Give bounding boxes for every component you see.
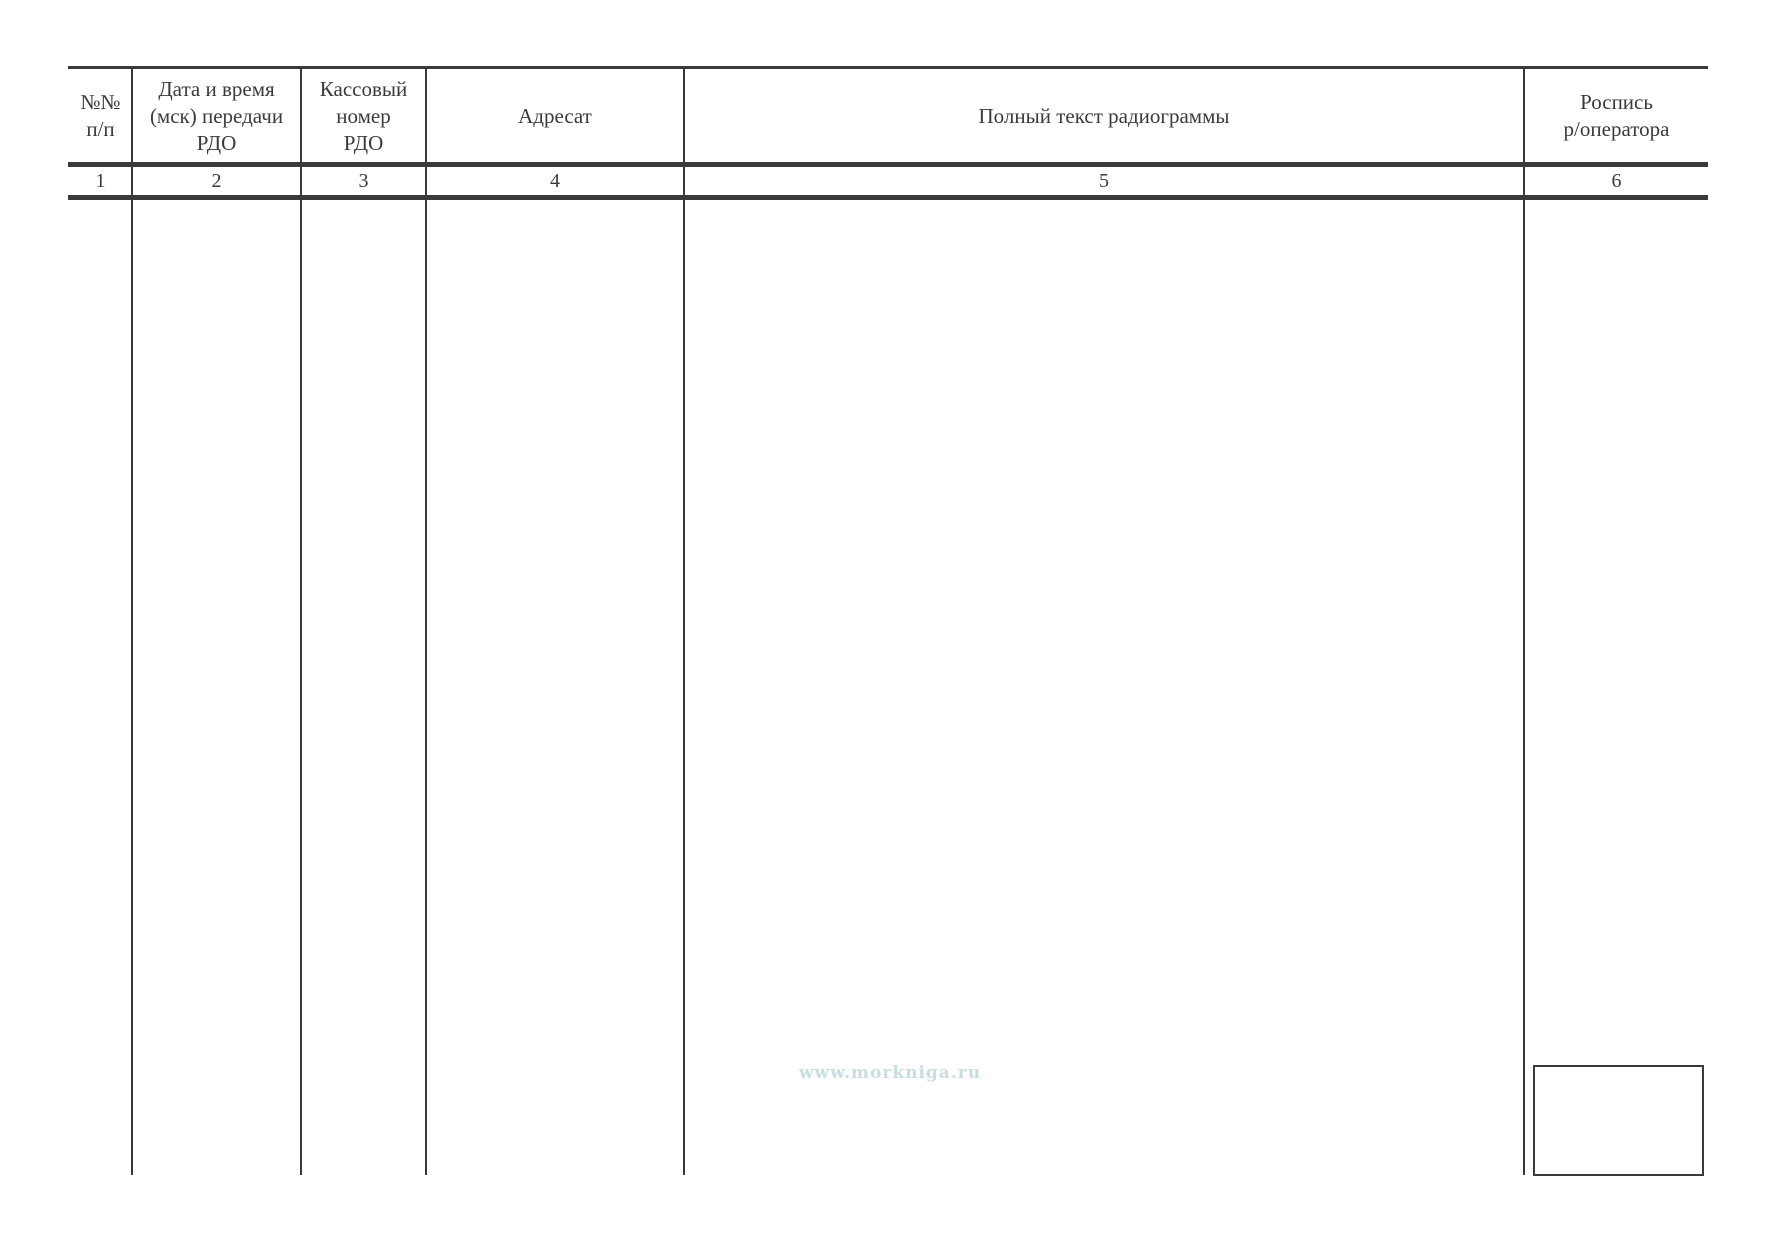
header-row-number: №№ п/п: [80, 90, 121, 141]
column-separator-4: [683, 68, 685, 1175]
column-number-1: 1: [95, 170, 106, 192]
column-number-3: 3: [358, 170, 369, 192]
numbers-bottom-rule: [68, 195, 1708, 200]
watermark-text: www.morkniga.ru: [798, 1063, 982, 1083]
column-separator-1: [131, 68, 133, 1175]
column-number-5: 5: [1099, 170, 1109, 192]
table-top-rule: [68, 66, 1708, 69]
stamp-box: [1533, 1065, 1704, 1176]
column-number-6: 6: [1611, 170, 1622, 192]
header-datetime: Дата и время (мск) передачи РДО: [149, 76, 284, 155]
column-number-2: 2: [211, 170, 222, 192]
column-separator-2: [300, 68, 302, 1175]
column-separator-5: [1523, 68, 1525, 1175]
column-separator-3: [425, 68, 427, 1175]
column-number-4: 4: [550, 170, 560, 192]
header-operator-signature: Роспись р/оператора: [1563, 90, 1670, 141]
header-full-text: Полный текст радиограммы: [978, 103, 1230, 128]
header-addressee: Адресат: [518, 103, 592, 128]
header-cash-number: Кассовый номер РДО: [319, 76, 408, 155]
